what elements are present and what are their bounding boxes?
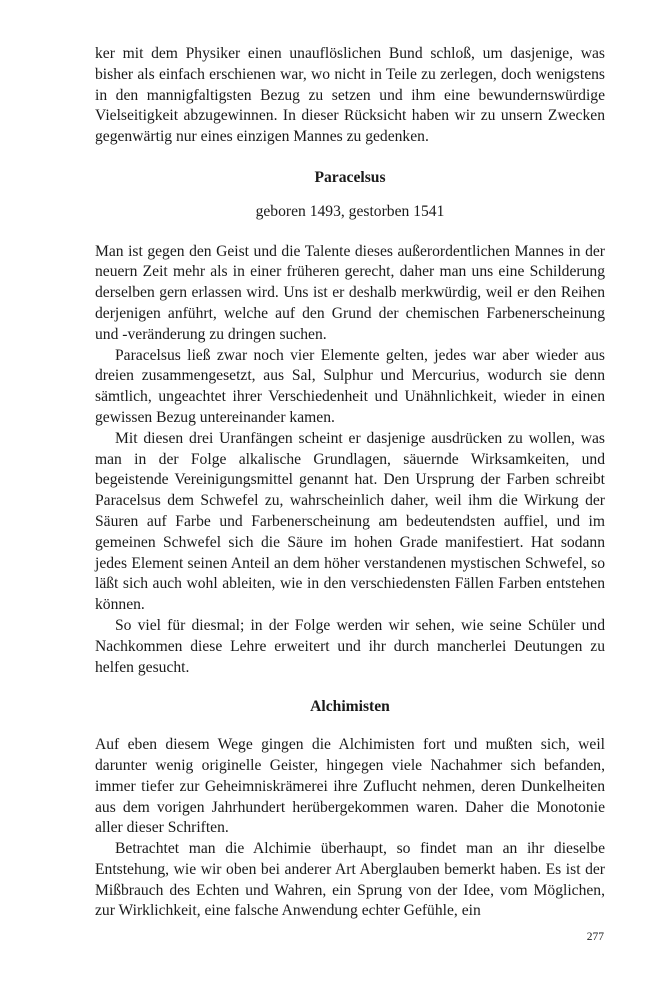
paracelsus-dates: geboren 1493, gestorben 1541 [255,202,445,220]
alchimisten-paragraph-2: Betrachtet man die Alchimie überhaupt, so findet man an ihr dieselbe Entstehung, wie wir oben bei anderer Art Aberglauben bemerkt haben. Es ist der Mißbrauch des Echten und Wahren, ein Sprung von der Idee, vom Möglichen, zur Wirklichkeit, eine falsche Anwendung echter Gefühle, ein [95,840,605,920]
section-heading-paracelsus: Paracelsus [314,168,386,186]
intro-paragraph: ker mit dem Physiker einen unauflöslichen Bund schloß, um dasjenige, was bisher als einfach erschienen war, wo nicht in Teile zu zerlegen, doch wenigstens in den mannigfaltigsten Bezug zu setzen und ihm eine bewundernswürdige Vielseitigkeit abzugewinnen. In dieser Rücksicht haben wir zu unsern Zwecken gegenwärtig nur eines einzigen Mannes zu gedenken. [95,45,605,146]
paracelsus-paragraph-4: So viel für diesmal; in der Folge werden wir sehen, wie seine Schüler und Nachkommen diese Lehre erweitert und ihr durch mancherlei Deutungen zu helfen gesucht. [95,616,605,676]
paracelsus-paragraph-1: Man ist gegen den Geist und die Talente dieses außerordentlichen Mannes in der neuern Zeit mehr als in einer früheren gerecht, daher man uns eine Schilderung derselben gern erlassen wird. Uns ist er deshalb merkwürdig, weil er den Reihen derjenigen anführt, welche auf den Grund der chemischen Farbenerscheinung und -veränderung zu dringen suchen. [95,242,605,343]
alchimisten-paragraph-1: Auf eben diesem Wege gingen die Alchimisten fort und mußten sich, weil darunter wenig originelle Geister, hingegen viele Nachahmer sich befanden, immer tiefer zur Geheimniskrämerei ihre Zuflucht nehmen, deren Dunkelheiten aus dem vorigen Jahrhundert herübergekommen waren. Daher die Monotonie aller dieser Schriften. [95,736,605,837]
paracelsus-paragraph-3: Mit diesen drei Uranfängen scheint er dasjenige ausdrücken zu wollen, was man in der Folge alkalische Grundlagen, säuernde Wirksamkeiten, und begeistende Vereinigungsmittel genannt hat. Den Ursprung der Farben schreibt Paracelsus dem Schwefel zu, wahrscheinlich daher, weil ihm die Wirkung der Säuren auf Farbe und Farbenerscheinung am bedeutendsten auffiel, und im gemeinen Schwefel sich die Säure im hohen Grade manifestiert. Hat sodann jedes Element seinen Anteil an dem höher verstandenen mystischen Schwefel, so läßt sich auch wohl ableiten, wie in den verschiedensten Fällen Farben entstehen können. [95,429,605,614]
section-heading-alchimisten: Alchimisten [310,698,390,716]
paracelsus-paragraph-2: Paracelsus ließ zwar noch vier Elemente gelten, jedes war aber wieder aus dreien zusammengesetzt, aus Sal, Sulphur und Mercurius, wodurch sie denn sämtlich, ungeachtet ihrer Verschiedenheit und Unähnlichkeit, wieder in einen gewissen Bezug untereinander kamen. [95,346,605,426]
page-number: 277 [586,931,604,943]
page-body [95,44,605,922]
